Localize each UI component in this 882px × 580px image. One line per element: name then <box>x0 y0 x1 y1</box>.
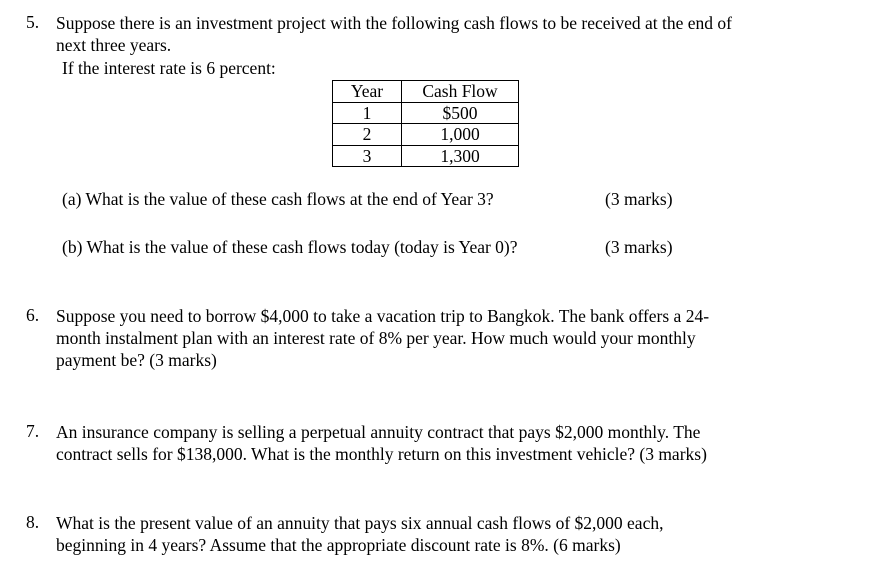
table-header-row <box>333 81 519 103</box>
interest-rate-line: If the interest rate is 6 percent: <box>62 58 276 78</box>
column-header-year: Year <box>333 81 402 103</box>
question-line: beginning in 4 years? Assume that the appropriate discount rate is 8%. (6 marks) <box>56 535 621 555</box>
question-line: Suppose you need to borrow $4,000 to take a vacation trip to Bangkok. The bank offers a 24- <box>56 306 710 326</box>
question-number: 5. <box>26 12 40 32</box>
part-b-text: (b) What is the value of these cash flows today (today is Year 0)? <box>62 237 518 257</box>
question-text <box>56 305 856 371</box>
question-text <box>56 512 856 556</box>
question-text <box>56 12 856 56</box>
question-line: contract sells for $138,000. What is the monthly return on this investment vehicle? (3 marks) <box>56 444 707 464</box>
table-row <box>333 124 519 146</box>
year-cell: 2 <box>333 124 402 146</box>
cash-flow-table <box>332 80 519 167</box>
question-line: month instalment plan with an interest rate of 8% per year. How much would your monthly <box>56 328 696 348</box>
question-line: Suppose there is an investment project with the following cash flows to be received at the end of <box>56 13 732 33</box>
question-line: next three years. <box>56 35 172 55</box>
question-number: 6. <box>26 305 40 325</box>
cash-flow-cell: 1,300 <box>402 145 519 167</box>
column-header-cash-flow: Cash Flow <box>402 81 519 103</box>
cash-flow-cell: 1,000 <box>402 124 519 146</box>
part-a-text: (a) What is the value of these cash flows at the end of Year 3? <box>62 189 494 209</box>
question-line: What is the present value of an annuity that pays six annual cash flows of $2,000 each, <box>56 513 664 533</box>
question-line: payment be? (3 marks) <box>56 350 217 370</box>
year-cell: 3 <box>333 145 402 167</box>
question-line: An insurance company is selling a perpetual annuity contract that pays $2,000 monthly. The <box>56 422 701 442</box>
part-a-marks: (3 marks) <box>605 189 673 209</box>
year-cell: 1 <box>333 102 402 124</box>
question-number: 7. <box>26 421 40 441</box>
table-row <box>333 145 519 167</box>
part-b-marks: (3 marks) <box>605 237 673 257</box>
question-number: 8. <box>26 512 40 532</box>
cash-flow-cell: $500 <box>402 102 519 124</box>
table-row <box>333 102 519 124</box>
question-text <box>56 421 856 465</box>
